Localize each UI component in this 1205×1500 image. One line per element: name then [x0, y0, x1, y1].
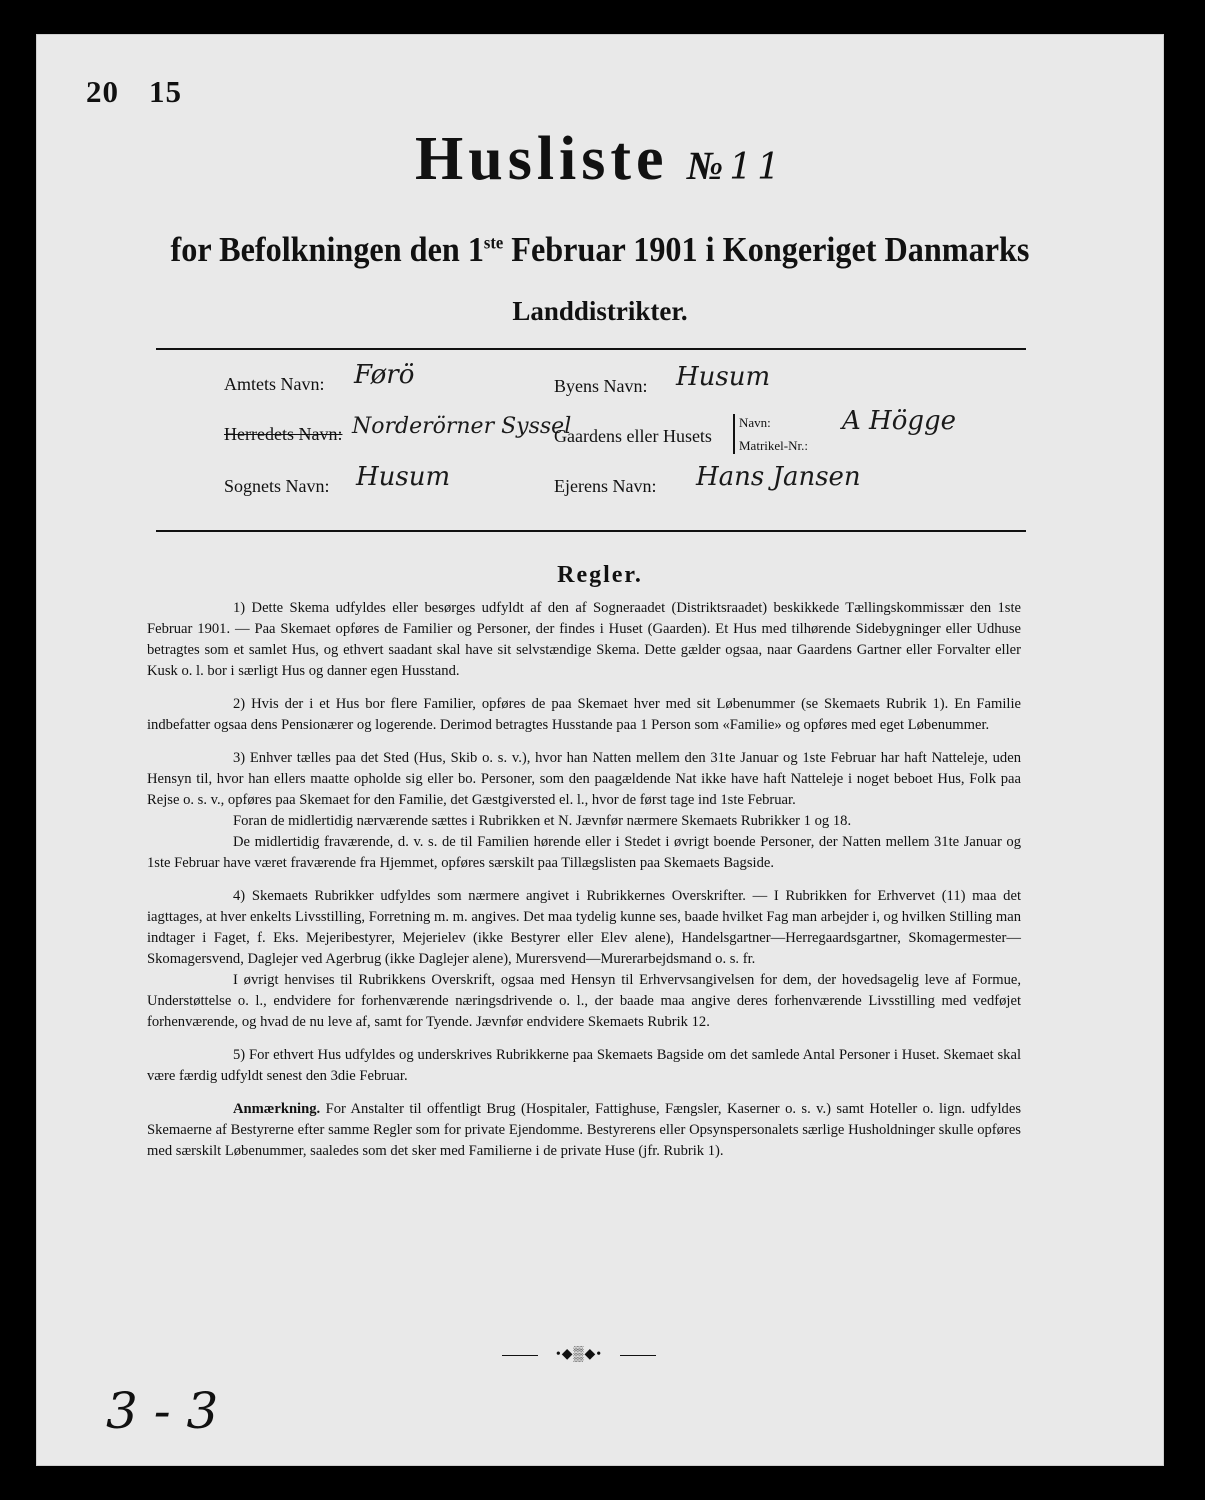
rule-4: 4) Skemaets Rubrikker udfyldes som nærmere angivet i Rubrikkernes Overskrifter. — I Rubrikken for Erhvervet (11) maa det iagttages, at hver enkelts Livsstilling, Forretning m. m. angives. Det maa tydelig kunne ses, baade hvilket Fag man arbejder i, og hvilken Stilling man indtager i Faget, f. Eks. Mejeribestyrer, Mejerielev (ikke Bestyrer eller Elev alene), Handelsgartner—Herregaardsgartner, Skomagermester—Skomagersvend, Daglejer ved Agerbrug (ikke Daglejer alene), Murersvend—Murerarbejdsmand o. s. fr.: [147, 888, 1021, 967]
byens-value: Husum: [676, 362, 771, 392]
herred-label: Herredets Navn:: [224, 424, 343, 444]
amt-value: Førö: [354, 360, 415, 390]
census-form-page: [36, 34, 1164, 1466]
subtitle-part: for Befolkningen den 1: [170, 230, 484, 269]
rule-3b: Foran de midlertidig nærværende sættes i Rubrikken et N. Jævnfør nærmere Skemaets Rubrikker 1 og 18.: [233, 813, 852, 829]
rule-2: 2) Hvis der i et Hus bor flere Familier, opføres de paa Skemaet hver med sit Løbenummer (se Skemaets Rubrik 1). En Familie indbefatter ogsaa dens Pensionærer og logerende. Derimod betragtes Husstande paa 1 Person som «Familie» og opføres med eget Løbenummer.: [147, 696, 1021, 733]
note-text: For Anstalter til offentligt Brug (Hospitaler, Fattighuse, Fængsler, Kaserner o. s. v.) samt Hoteller o. lign. udfyldes Skemaerne af Bestyrerne efter samme Regler som for private Ejendomme. Bestyrerens eller Opsynspersonalets særlige Husholdninger skulle opføres med særskilt Løbenummer, saaledes som det sker med Familierne i de private Huse (jfr. Rubrik 1).: [147, 1101, 1021, 1159]
rule-3: 3) Enhver tælles paa det Sted (Hus, Skib o. s. v.), hvor han Natten mellem den 31te Januar og 1ste Februar har haft Natteleje, uden Hensyn til, hvor han ellers maatte opholde sig eller bo. Personer, som den paagældende Nat ikke have haft Natteleje i noget beboet Hus, Folk paa Rejse o. s. v., opføres paa Skemaet for den Familie, det Gæstgiversted el. l., hvor de først tage ind 1ste Februar.: [147, 750, 1021, 808]
number-sign: №: [686, 143, 724, 188]
list-number: 11: [729, 147, 785, 188]
ejer-label: Ejerens Navn:: [554, 476, 657, 496]
top-rule: [156, 348, 1026, 350]
form-subtitle-2: Landdistrikter.: [512, 296, 688, 326]
rule-3c: De midlertidig fraværende, d. v. s. de til Familien hørende eller i Stedet i øvrigt boende Personer, der Natten mellem 31te Januar og 1ste Februar have været fraværende fra Hjemmet, opføres særskilt paa Tillægslisten paa Skemaets Bagside.: [147, 834, 1021, 871]
rule-1: 1) Dette Skema udfyldes eller besørges udfyldt af den af Sogneraadet (Distriktsraadet) beskikkede Tællingskommissær den 1ste Februar 1901. — Paa Skemaet opføres de Familier og Personer, der findes i Huset (Gaarden). Et Hus med tilhørende Sidebygninger eller Udhuse betragtes som et samlet Hus, og ethvert saadant skal have sit selvstændige Skema. Dette gælder ogsaa, naar Gaardens Gartner eller Forvalter eller Kusk o. l. bor i særligt Hus og danner egen Husstand.: [147, 600, 1021, 679]
form-subtitle: [81, 230, 1119, 270]
bottom-rule: [156, 530, 1026, 532]
herred-value: Norderörner Syssel: [352, 414, 572, 439]
handwritten-note: 3 - 3: [106, 1382, 219, 1440]
gaard-value: A Högge: [842, 406, 957, 436]
rule-4b: I øvrigt henvises til Rubrikkens Overskrift, ogsaa med Hensyn til Erhvervsangivelsen for dem, der hovedsagelig leve af Formue, Understøttelse o. l., endvidere for forhenværende næringsdrivende o. l., der baade maa angive deres forhenværende Livsstilling med vedføjet forhenværende, og hvad de nu leve af, samt for Tyende. Jævnfør endvidere Skemaets Rubrik 12.: [147, 972, 1021, 1030]
title-text: Husliste: [414, 125, 669, 193]
navn-label: Navn:: [739, 415, 771, 430]
note-label: Anmærkning.: [233, 1101, 321, 1117]
archive-reference: [86, 74, 182, 110]
subtitle-sup: ste: [483, 232, 504, 253]
ref-number-b: 15: [149, 74, 182, 109]
amt-label: Amtets Navn:: [224, 374, 325, 394]
rules-text: [147, 598, 1021, 1174]
subtitle-part: Februar 1901 i Kongeriget Danmarks: [503, 230, 1030, 269]
rules-heading: Regler.: [557, 562, 643, 588]
rule-5: 5) For ethvert Hus udfyldes og underskrives Rubrikkerne paa Skemaets Bagside om det samlede Antal Personer i Huset. Skemaet skal være færdig udfyldt senest den 3die Februar.: [147, 1047, 1021, 1084]
gaard-label: Gaardens eller Husets: [554, 426, 712, 446]
rule-note: [147, 1099, 1021, 1162]
matrikel-label: Matrikel-Nr.:: [739, 438, 808, 453]
ejer-value: Hans Jansen: [696, 462, 861, 492]
gaard-sublabels: [733, 414, 808, 454]
ref-number-a: 20: [86, 74, 119, 109]
sogn-value: Husum: [356, 462, 451, 492]
byens-label: Byens Navn:: [554, 376, 648, 396]
ornament-divider: •◆▒◆•: [506, 1346, 652, 1363]
sogn-label: Sognets Navn:: [224, 476, 330, 496]
form-title: [36, 124, 1164, 195]
